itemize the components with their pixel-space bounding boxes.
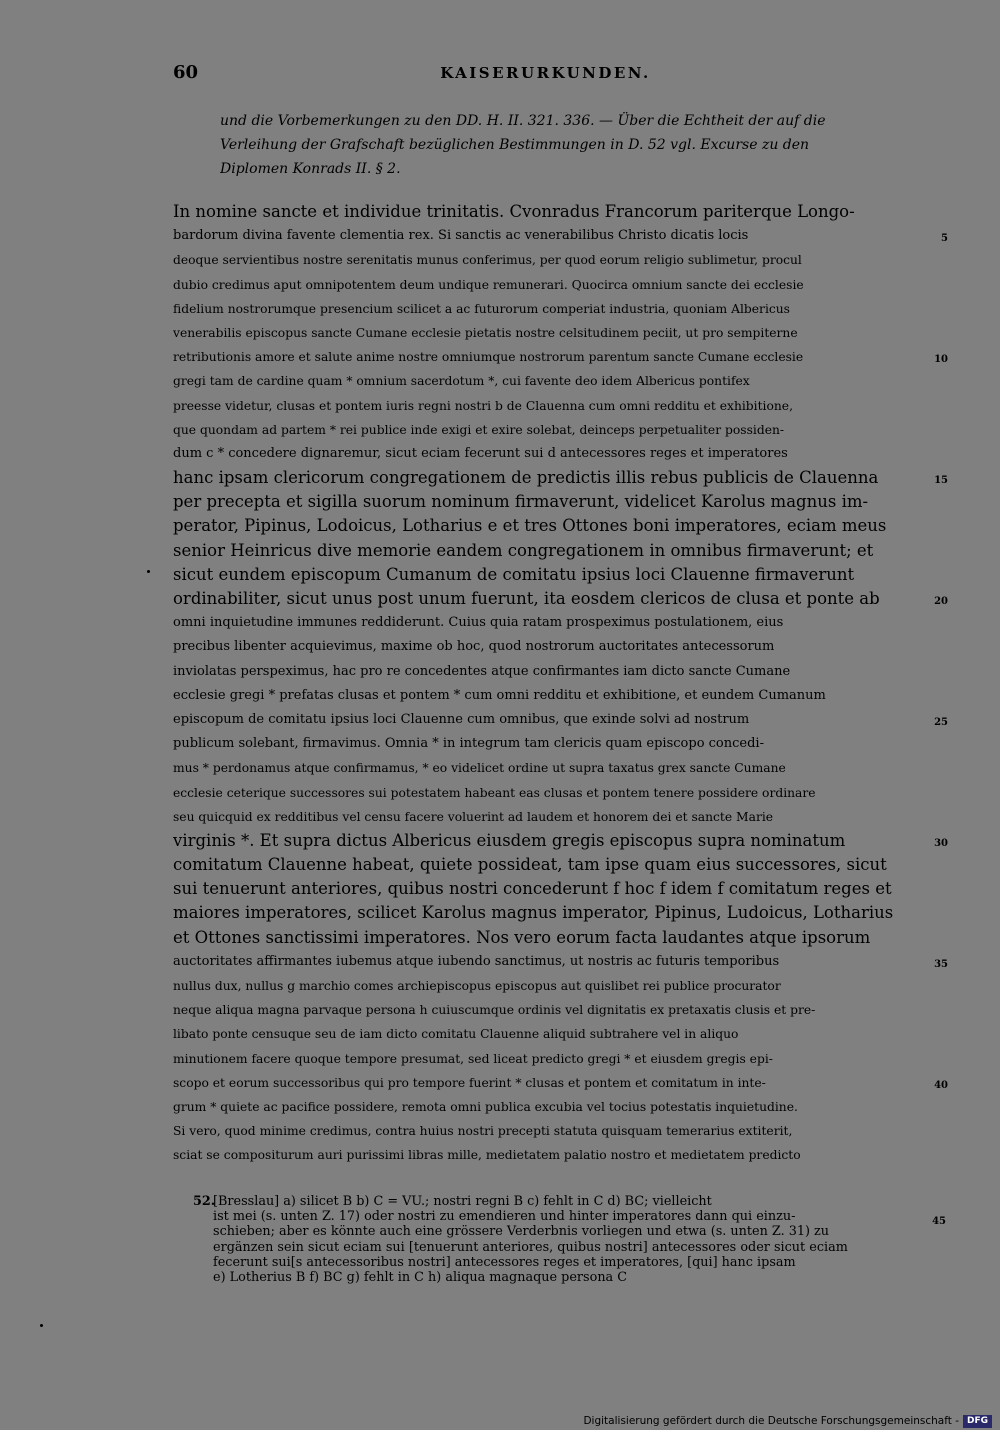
footer-credit	[583, 1414, 992, 1428]
text-line: dubio credimus aput omnipotentem deum undique remunerari. Quocirca omnium sancte dei ecclesie	[173, 277, 804, 292]
text-line: Si vero, quod minime credimus, contra huius nostri precepti statuta quisquam temerarius extiterit,	[173, 1124, 793, 1139]
dfg-logo: DFG	[963, 1415, 992, 1428]
text-line: episcopum de comitatu ipsius loci Clauenne cum omnibus, que exinde solvi ad nostrum	[173, 711, 750, 727]
text-line: gregi tam de cardine quam * omnium sacerdotum *, cui favente deo idem Albericus pontifex	[173, 374, 750, 389]
text-line: dum c * concedere dignaremur, sicut eciam fecerunt sui d antecessores reges et imperatores	[173, 445, 788, 461]
text-line: ecclesie ceterique successores sui potestatem habeant eas clusas et pontem tenere possidere ordinare	[173, 785, 816, 800]
text-line: seu quicquid ex redditibus vel censu facere voluerint ad laudem et honorem dei et sancte Marie	[173, 809, 774, 824]
text-line: sciat se compositurum auri purissimi libras mille, medietatem palatio nostro et medietatem predicto	[173, 1148, 801, 1163]
line-number: 10	[934, 354, 948, 365]
text-line: In nomine sancte et individue trinitatis. Cvonradus Francorum pariterque Longo-	[173, 202, 855, 221]
line-number: 5	[941, 233, 948, 244]
text-line: ecclesie gregi * prefatas clusas et pontem * cum omni redditu et exhibitione, et eundem Cumanum	[173, 687, 826, 703]
text-line: et Ottones sanctissimi imperatores. Nos vero eorum facta laudantes atque ipsorum	[173, 927, 871, 947]
text-line: sui tenuerunt anteriores, quibus nostri concederunt f hoc f idem f comitatum reges et	[173, 879, 892, 899]
line-number: 15	[934, 475, 948, 486]
text-line: sicut eundem episcopum Cumanum de comitatu ipsius loci Clauenne firmaverunt	[173, 564, 855, 584]
text-line: venerabilis episcopus sancte Cumane ecclesie pietatis nostre celsitudinem peciit, ut pro sempiterne	[173, 325, 798, 340]
line-number: 25	[934, 717, 948, 728]
text-line: virginis *. Et supra dictus Albericus eiusdem gregis episcopus supra nominatum	[173, 830, 846, 850]
text-line: ordinabiliter, sicut unus post unum fuerunt, ita eosdem clericos de clusa et ponte ab	[173, 589, 880, 608]
footer-text: Digitalisierung gefördert durch die Deutsche Forschungsgemeinschaft -	[583, 1415, 959, 1427]
running-title: KAISERURKUNDEN.	[440, 64, 651, 82]
text-line: nullus dux, nullus g marchio comes archiepiscopus episcopus aut quislibet rei publice procurator	[173, 979, 781, 993]
text-line: deoque servientibus nostre serenitatis munus conferimus, per quod eorum religio sublimetur, procul	[173, 253, 802, 268]
footnote-number: 52.	[193, 1194, 216, 1209]
intro-line: Verleihung der Grafschaft bezüglichen Bestimmungen in D. 52 vgl. Excurse zu den	[220, 137, 810, 153]
text-line: publicum solebant, firmavimus. Omnia * in integrum tam clericis quam episcopo concedi-	[173, 736, 764, 752]
text-line: libato ponte censuque seu de iam dicto comitatu Clauenne aliquid subtrahere vel in aliquo	[173, 1027, 739, 1042]
text-line: perator, Pipinus, Lodoicus, Lotharius e et tres Ottones boni imperatores, eciam meus	[173, 516, 887, 536]
text-line: preesse videtur, clusas et pontem iuris regni nostri b de Clauenna cum omni redditu et exhibitione,	[173, 398, 793, 413]
text-line: scopo et eorum successoribus qui pro tempore fuerint * clusas et pontem et comitatum in inte-	[173, 1075, 766, 1090]
text-line: senior Heinricus dive memorie eandem congregationem in omnibus firmaverunt; et	[173, 540, 874, 560]
text-line: grum * quiete ac pacifice possidere, remota omni publica excubia vel tocius potestatis inquietudine.	[173, 1099, 798, 1114]
text-line: minutionem facere quoque tempore presumat, sed liceat predicto gregi * et eiusdem gregis epi-	[173, 1051, 773, 1066]
text-line: omni inquietudine immunes reddiderunt. Cuius quia ratam prospeximus postulationem, eius	[173, 615, 784, 631]
scan-speck	[147, 570, 150, 573]
intro-note	[220, 109, 918, 181]
text-line: hanc ipsam clericorum congregationem de predictis illis rebus publicis de Clauenna	[173, 468, 879, 488]
footnotes	[193, 1194, 946, 1285]
scan-speck	[40, 1324, 43, 1327]
text-line: que quondam ad partem * rei publice inde exigi et exire solebat, deinceps perpetualiter possiden-	[173, 422, 785, 437]
line-number: 30	[934, 838, 948, 849]
text-line: auctoritates affirmantes iubemus atque iubendo sanctimus, ut nostris ac futuris temporibus	[173, 953, 780, 969]
line-number: 40	[934, 1080, 948, 1091]
footnote-line: schieben; aber es könnte auch eine grössere Verderbnis vorliegen und etwa (s. unten Z. 31) zu	[213, 1224, 830, 1240]
text-line: inviolatas perspeximus, hac pro re concedentes atque confirmantes iam dicto sancte Cumane	[173, 663, 791, 679]
text-line: mus * perdonamus atque confirmamus, * eo videlicet ordine ut supra taxatus grex sancte Cumane	[173, 761, 786, 776]
intro-line: und die Vorbemerkungen zu den DD. H. II. 321. 336. — Über die Echtheit der auf die	[220, 113, 826, 129]
text-line: maiores imperatores, scilicet Karolus magnus imperator, Pipinus, Ludoicus, Lotharius	[173, 903, 894, 923]
text-line: comitatum Clauenne habeat, quiete possideat, tam ipse quam eius successores, sicut	[173, 855, 887, 875]
text-line: bardorum divina favente clementia rex. Si sanctis ac venerabilibus Christo dicatis locis	[173, 228, 749, 244]
charter-text	[173, 200, 948, 1168]
line-number: 35	[934, 959, 948, 970]
text-line: neque aliqua magna parvaque persona h cuiuscumque ordinis vel dignitatis ex pretaxatis clusis et pre-	[173, 1003, 816, 1018]
text-line: precibus libenter acquievimus, maxime ob hoc, quod nostrorum auctoritates antecessorum	[173, 639, 775, 655]
footnote-line: ergänzen sein sicut eciam sui [tenuerunt anteriores, quibus nostri] antecessores oder sicut eciam	[213, 1239, 848, 1255]
text-line: per precepta et sigilla suorum nominum firmaverunt, videlicet Karolus magnus im-	[173, 492, 869, 512]
page-number: 60	[173, 62, 199, 83]
footnote-line: e) Lotherius B f) BC g) fehlt in C h) aliqua magnaque persona C	[213, 1269, 628, 1285]
text-line: fidelium nostrorumque presencium scilicet a ac futurorum comperiat industria, quoniam Albericus	[173, 301, 790, 316]
line-number: 45	[932, 1216, 946, 1227]
footnote-line: ist mei (s. unten Z. 17) oder nostri zu emendieren und hinter imperatores dann qui einzu-	[213, 1209, 796, 1225]
footnote-line: fecerunt sui[s antecessoribus nostri] antecessores reges et imperatores, [qui] hanc ipsam	[213, 1254, 796, 1270]
text-line: retributionis amore et salute anime nostre omniumque nostrorum parentum sancte Cumane ecclesie	[173, 350, 804, 365]
line-number: 20	[934, 596, 948, 607]
intro-line: Diplomen Konrads II. § 2.	[220, 161, 401, 177]
footnote-line: [Bresslau] a) silicet B b) C = VU.; nostri regni B c) fehlt in C d) BC; vielleicht	[213, 1194, 712, 1209]
page-header	[173, 62, 918, 88]
